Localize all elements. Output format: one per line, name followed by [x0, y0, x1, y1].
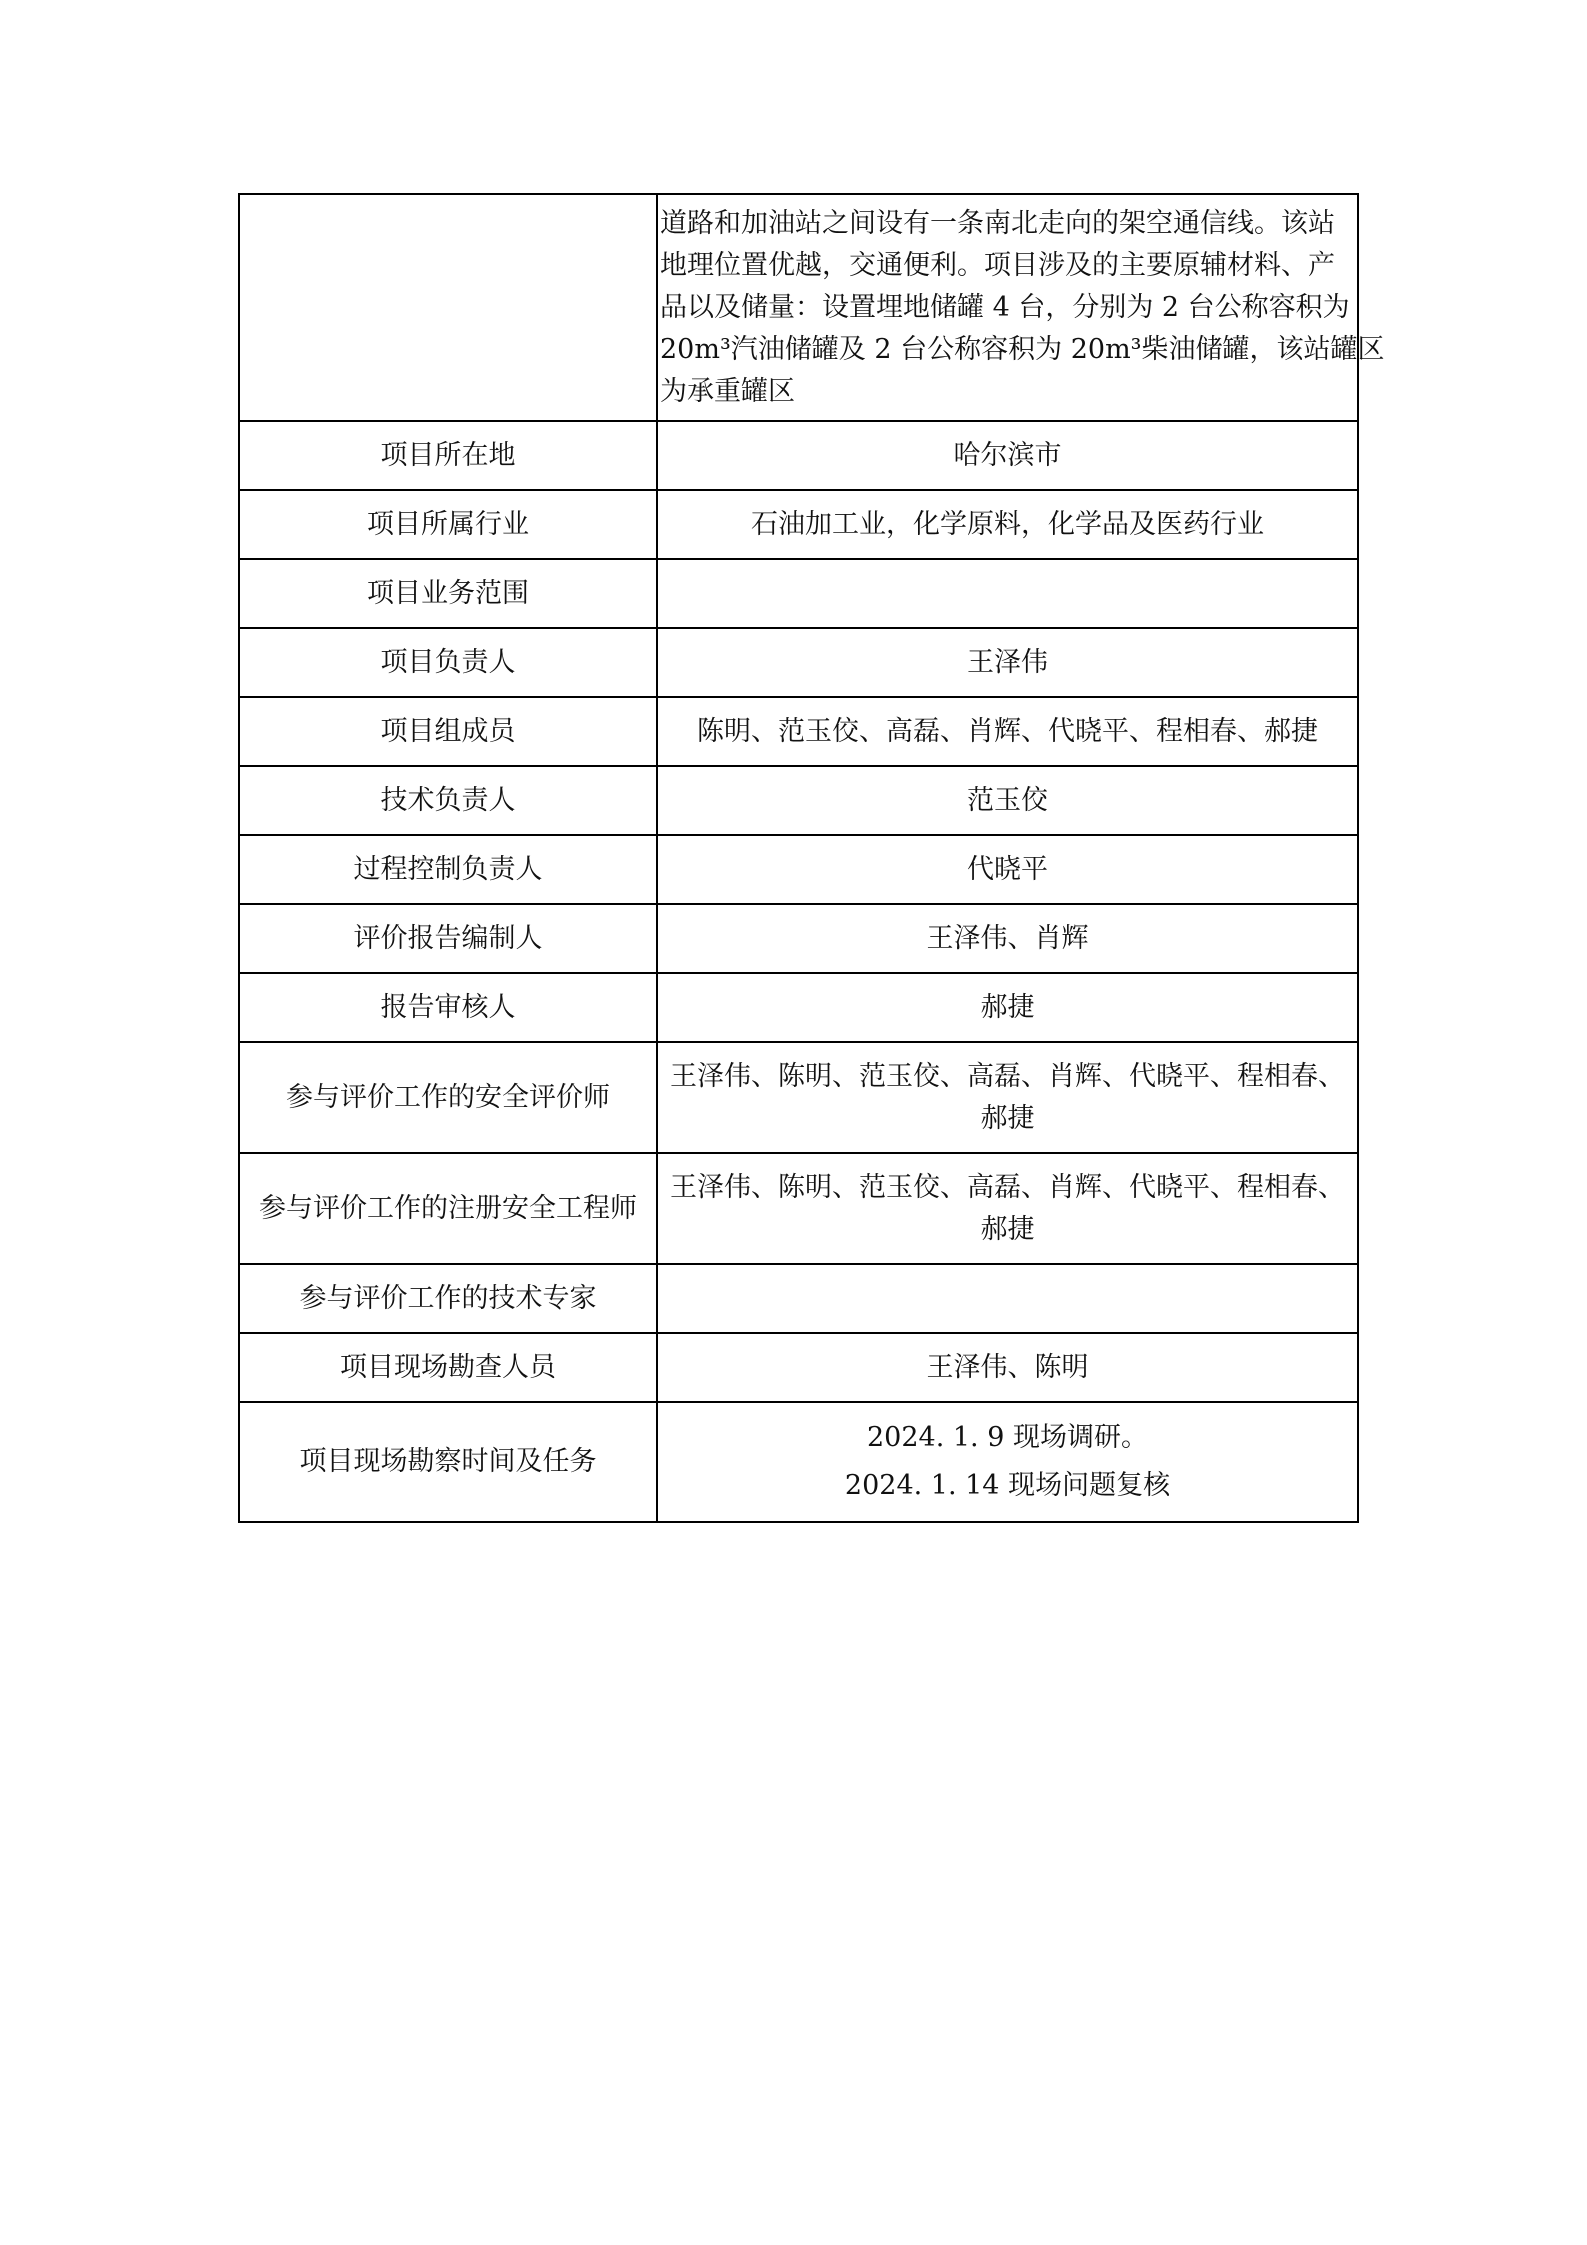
safety-engineers-value	[657, 1153, 1358, 1264]
description-line-2: 地理位置优越，交通便利。项目涉及的主要原辅材料、产	[660, 249, 1335, 281]
table-row-site-survey-staff	[239, 1333, 1358, 1402]
report-reviewer-value: 郝捷	[657, 973, 1358, 1042]
technical-experts-value	[657, 1264, 1358, 1333]
safety-engineers-line-1: 王泽伟、陈明、范玉佼、高磊、肖辉、代晓平、程相春、	[670, 1171, 1345, 1203]
description-line-1: 道路和加油站之间设有一条南北走向的架空通信线。该站	[660, 207, 1335, 239]
report-author-value: 王泽伟、肖辉	[657, 904, 1358, 973]
table-row-safety-evaluators	[239, 1042, 1358, 1153]
project-leader-label: 项目负责人	[239, 628, 657, 697]
survey-time-label: 项目现场勘察时间及任务	[239, 1402, 657, 1522]
table-row-location	[239, 421, 1358, 490]
description-line-3: 品以及储量：设置埋地储罐 4 台，分别为 2 台公称容积为	[660, 291, 1350, 323]
survey-time-line-2: 2024. 1. 14 现场问题复核	[844, 1470, 1171, 1501]
table-row-business-scope	[239, 559, 1358, 628]
table-row-survey-time	[239, 1402, 1358, 1522]
survey-time-value	[657, 1402, 1358, 1522]
location-value: 哈尔滨市	[657, 421, 1358, 490]
description-line-4: 20m³汽油储罐及 2 台公称容积为 20m³柴油储罐，该站罐区	[660, 333, 1385, 365]
table-row-technical-experts	[239, 1264, 1358, 1333]
safety-evaluators-line-1: 王泽伟、陈明、范玉佼、高磊、肖辉、代晓平、程相春、	[670, 1060, 1345, 1092]
safety-engineers-label: 参与评价工作的注册安全工程师	[239, 1153, 657, 1264]
site-survey-staff-value: 王泽伟、陈明	[657, 1333, 1358, 1402]
industry-label: 项目所属行业	[239, 490, 657, 559]
table-row-process-control	[239, 835, 1358, 904]
table-row-report-author	[239, 904, 1358, 973]
description-line-5: 为承重罐区	[660, 375, 795, 407]
safety-engineers-line-2: 郝捷	[980, 1213, 1035, 1245]
table-row-safety-engineers	[239, 1153, 1358, 1264]
technical-leader-value: 范玉佼	[657, 766, 1358, 835]
process-control-label: 过程控制负责人	[239, 835, 657, 904]
process-control-value: 代晓平	[657, 835, 1358, 904]
site-survey-staff-label: 项目现场勘查人员	[239, 1333, 657, 1402]
technical-leader-label: 技术负责人	[239, 766, 657, 835]
table-row-industry	[239, 490, 1358, 559]
project-leader-value: 王泽伟	[657, 628, 1358, 697]
safety-evaluators-label: 参与评价工作的安全评价师	[239, 1042, 657, 1153]
table-row-project-leader	[239, 628, 1358, 697]
technical-experts-label: 参与评价工作的技术专家	[239, 1264, 657, 1333]
table-row-team-members	[239, 697, 1358, 766]
team-members-label: 项目组成员	[239, 697, 657, 766]
table-row-description	[239, 194, 1358, 421]
report-author-label: 评价报告编制人	[239, 904, 657, 973]
location-label: 项目所在地	[239, 421, 657, 490]
report-reviewer-label: 报告审核人	[239, 973, 657, 1042]
description-label-cell	[239, 194, 657, 421]
table-row-technical-leader	[239, 766, 1358, 835]
industry-value: 石油加工业，化学原料，化学品及医药行业	[657, 490, 1358, 559]
team-members-value: 陈明、范玉佼、高磊、肖辉、代晓平、程相春、郝捷	[657, 697, 1358, 766]
survey-time-line-1: 2024. 1. 9 现场调研。	[867, 1422, 1148, 1453]
project-info-table	[238, 193, 1385, 1523]
business-scope-value	[657, 559, 1358, 628]
description-cell	[657, 194, 1385, 421]
safety-evaluators-line-2: 郝捷	[980, 1102, 1035, 1134]
table-row-report-reviewer	[239, 973, 1358, 1042]
business-scope-label: 项目业务范围	[239, 559, 657, 628]
safety-evaluators-value	[657, 1042, 1358, 1153]
